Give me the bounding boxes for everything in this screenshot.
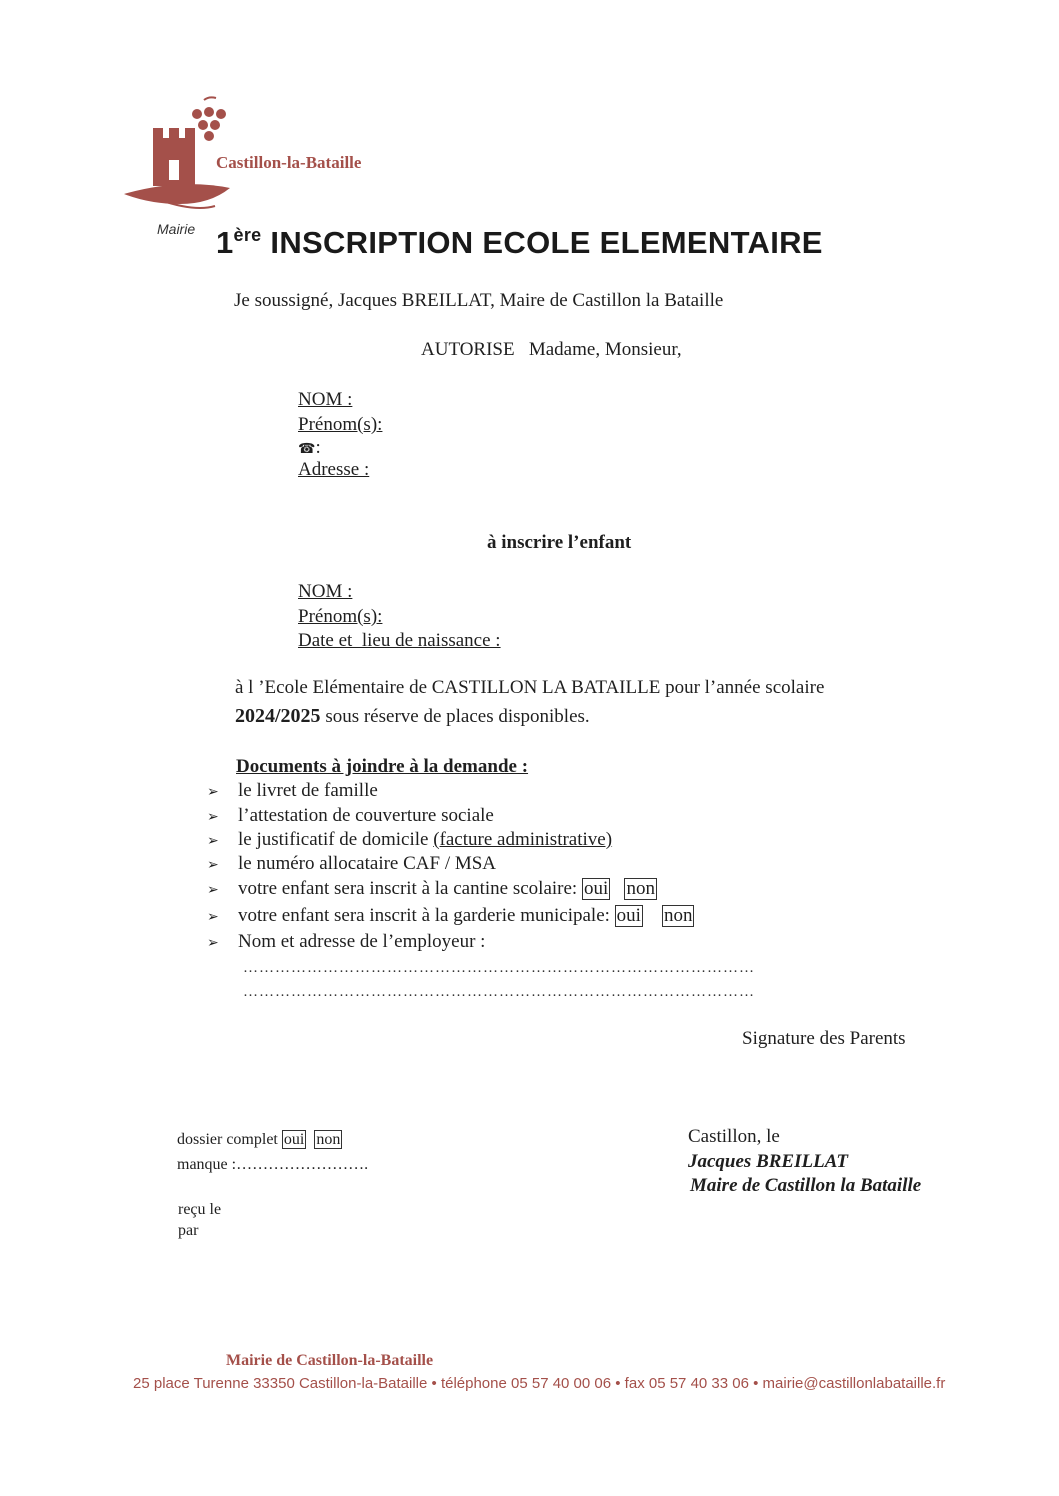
child-naissance-label: Date et lieu de naissance : bbox=[298, 630, 501, 651]
employer-line-1[interactable]: …………………………………………………………………………………… bbox=[243, 960, 755, 976]
mayor-role: Maire de Castillon la Bataille bbox=[690, 1175, 922, 1196]
mayor-place: Castillon, le bbox=[688, 1126, 780, 1147]
list-item-cantine bbox=[207, 878, 657, 900]
intro-line-1: Je soussigné, Jacques BREILLAT, Maire de Castillon la Bataille bbox=[234, 290, 724, 311]
grape-icon bbox=[192, 97, 226, 141]
footer-title: Mairie de Castillon-la-Bataille bbox=[226, 1352, 434, 1369]
page-title bbox=[216, 225, 823, 261]
cantine-non-checkbox[interactable]: non bbox=[626, 878, 655, 899]
school-line-2-rest: sous réserve de places disponibles. bbox=[320, 706, 590, 727]
phone-icon: ☎ bbox=[298, 441, 316, 457]
par-label: par bbox=[178, 1222, 199, 1239]
mayor-name: Jacques BREILLAT bbox=[688, 1151, 848, 1172]
logo-text: Castillon-la-Bataille bbox=[216, 153, 362, 172]
dossier-non-checkbox[interactable]: non bbox=[316, 1131, 341, 1148]
cantine-oui-checkbox[interactable]: oui bbox=[583, 878, 609, 899]
list-item bbox=[207, 829, 612, 851]
list-item-text: l’attestation de couverture sociale bbox=[238, 805, 494, 826]
manque-field: manque :……………………. bbox=[177, 1156, 369, 1173]
list-item-text: votre enfant sera inscrit à la garderie municipale: bbox=[238, 905, 615, 926]
list-item-text: le livret de famille bbox=[238, 780, 378, 801]
list-item bbox=[207, 780, 378, 802]
arrow-bullet-icon: ➢ bbox=[207, 909, 219, 925]
documents-heading: Documents à joindre à la demande : bbox=[236, 756, 529, 777]
parent-nom-label: NOM : bbox=[298, 389, 353, 410]
dossier-complet-row bbox=[177, 1130, 342, 1149]
phone-suffix: : bbox=[315, 437, 321, 458]
list-item-note: (facture administrative) bbox=[433, 829, 613, 850]
list-item-text: Nom et adresse de l’employeur : bbox=[238, 931, 486, 952]
arrow-bullet-icon: ➢ bbox=[207, 857, 219, 873]
garderie-oui-checkbox[interactable]: oui bbox=[616, 905, 641, 926]
dossier-oui-checkbox[interactable]: oui bbox=[283, 1131, 305, 1148]
arrow-bullet-icon: ➢ bbox=[207, 935, 219, 951]
school-line-1: à l ’Ecole Elémentaire de CASTILLON LA BATAILLE pour l’année scolaire bbox=[235, 677, 825, 698]
title-main: INSCRIPTION ECOLE ELEMENTAIRE bbox=[270, 225, 823, 260]
employer-line-2[interactable]: …………………………………………………………………………………… bbox=[243, 984, 755, 1000]
arrow-bullet-icon: ➢ bbox=[207, 833, 219, 849]
list-item-text: votre enfant sera inscrit à la cantine scolaire: bbox=[238, 878, 582, 899]
parent-phone-label bbox=[298, 437, 321, 459]
arrow-bullet-icon: ➢ bbox=[207, 882, 219, 898]
parent-prenom-label: Prénom(s): bbox=[298, 414, 383, 435]
child-heading: à inscrire l’enfant bbox=[487, 532, 632, 553]
list-item-text: le justificatif de domicile bbox=[238, 829, 434, 850]
arrow-bullet-icon: ➢ bbox=[207, 784, 219, 800]
intro-line-2: AUTORISE Madame, Monsieur, bbox=[421, 339, 682, 360]
recu-label: reçu le bbox=[178, 1201, 222, 1218]
title-prefix: 1 bbox=[216, 225, 234, 260]
parent-adresse-label: Adresse : bbox=[298, 459, 370, 480]
child-nom-label: NOM : bbox=[298, 581, 353, 602]
footer-address: 25 place Turenne 33350 Castillon-la-Bataille • téléphone 05 57 40 00 06 • fax 05 57 40 33 06 • mairie@castillonlabataille.fr bbox=[133, 1375, 946, 1392]
list-item bbox=[207, 853, 496, 875]
dossier-label: dossier complet bbox=[177, 1131, 282, 1148]
garderie-non-checkbox[interactable]: non bbox=[663, 905, 693, 926]
school-line-2 bbox=[235, 705, 590, 728]
title-sup: ère bbox=[233, 225, 262, 245]
list-item-garderie bbox=[207, 905, 694, 927]
arrow-bullet-icon: ➢ bbox=[207, 809, 219, 825]
signature-parents: Signature des Parents bbox=[742, 1028, 906, 1049]
logo-caption: Mairie bbox=[157, 221, 196, 237]
list-item bbox=[207, 805, 494, 827]
school-year: 2024/2025 bbox=[235, 705, 321, 727]
child-prenom-label: Prénom(s): bbox=[298, 606, 383, 627]
list-item-text: le numéro allocataire CAF / MSA bbox=[238, 853, 497, 874]
list-item bbox=[207, 931, 485, 953]
